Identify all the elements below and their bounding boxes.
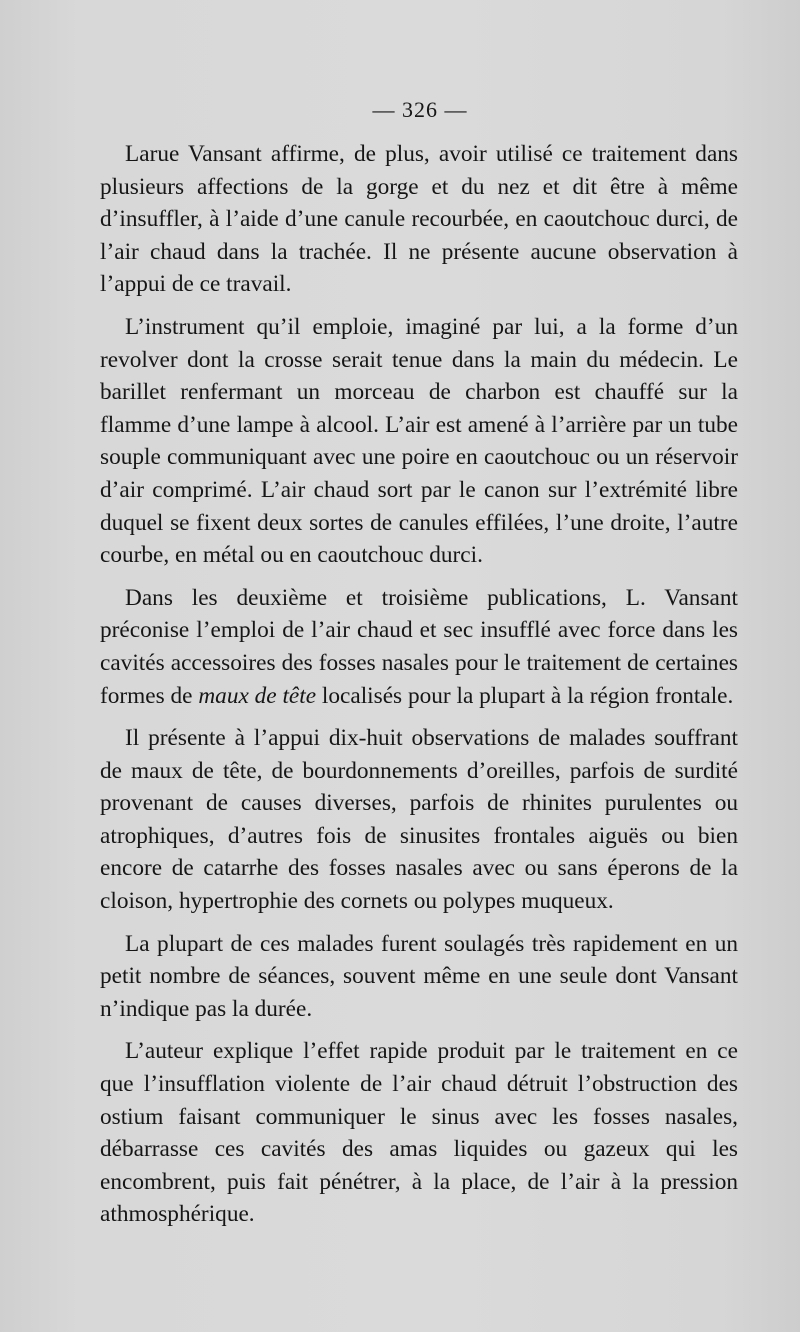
paragraph-6: L’auteur explique l’effet rapide produit par le traitement en ce que l’insufflation violente de l’air chaud détruit l’obstruction des ostium faisant communiquer le sinus avec les fosses nasales, débarrasse ces cavités des amas liquides ou gazeux qui les encombrent, puis fait pénétrer, à la place, de l’air à la pression athmosphérique.	[100, 1038, 738, 1228]
page-number: — 326 —	[372, 97, 468, 122]
paragraph-4: Il présente à l’appui dix-huit observations de malades souffrant de maux de tête, de bourdonnements d’oreilles, parfois de surdité provenant de causes diverses, parfois de rhinites purulentes ou atrophiques, d’autres fois de sinusites frontales aiguës ou bien encore de catarrhe des fosses nasales avec ou sans éperons de la cloison, hypertrophie des cornets ou polypes muqueux.	[100, 725, 738, 915]
paragraph-1: Larue Vansant affirme, de plus, avoir utilisé ce traitement dans plusieurs affections de la gorge et du nez et dit être à même d’insuffler, à l’aide d’une canule recourbée, en caoutchouc durci, de l’air chaud dans la trachée. Il ne présente aucune observation à l’appui de ce travail.	[100, 141, 738, 298]
paragraph-3-text-end: localisés pour la plupart à la région frontale.	[316, 682, 734, 709]
body-text	[100, 138, 738, 1241]
paragraph-3-italic-term: maux de tête	[198, 682, 317, 709]
paragraph-3	[100, 582, 738, 712]
paragraph-2: L’instrument qu’il emploie, imaginé par lui, a la forme d’un revolver dont la crosse serait tenue dans la main du médecin. Le barillet renfermant un morceau de charbon est chauffé sur la flamme d’une lampe à alcool. L’air est amené à l’arrière par un tube souple communiquant avec une poire en caoutchouc ou un réservoir d’air comprimé. L’air chaud sort par le canon sur l’extrémité libre duquel se fixent deux sortes de canules effilées, l’une droite, l’autre courbe, en métal ou en caoutchouc durci.	[100, 313, 738, 569]
paragraph-3-text-start: Dans les deuxième et troisième publications, L. Vansant préconise l’emploi de l’air chaud et sec insufflé avec force dans les cavités accessoires des fosses nasales pour le traitement de certaines formes de	[100, 584, 738, 709]
paragraph-5: La plupart de ces malades furent soulagés très rapidement en un petit nombre de séances, souvent même en une seule dont Vansant n’indique pas la durée.	[100, 930, 738, 1022]
